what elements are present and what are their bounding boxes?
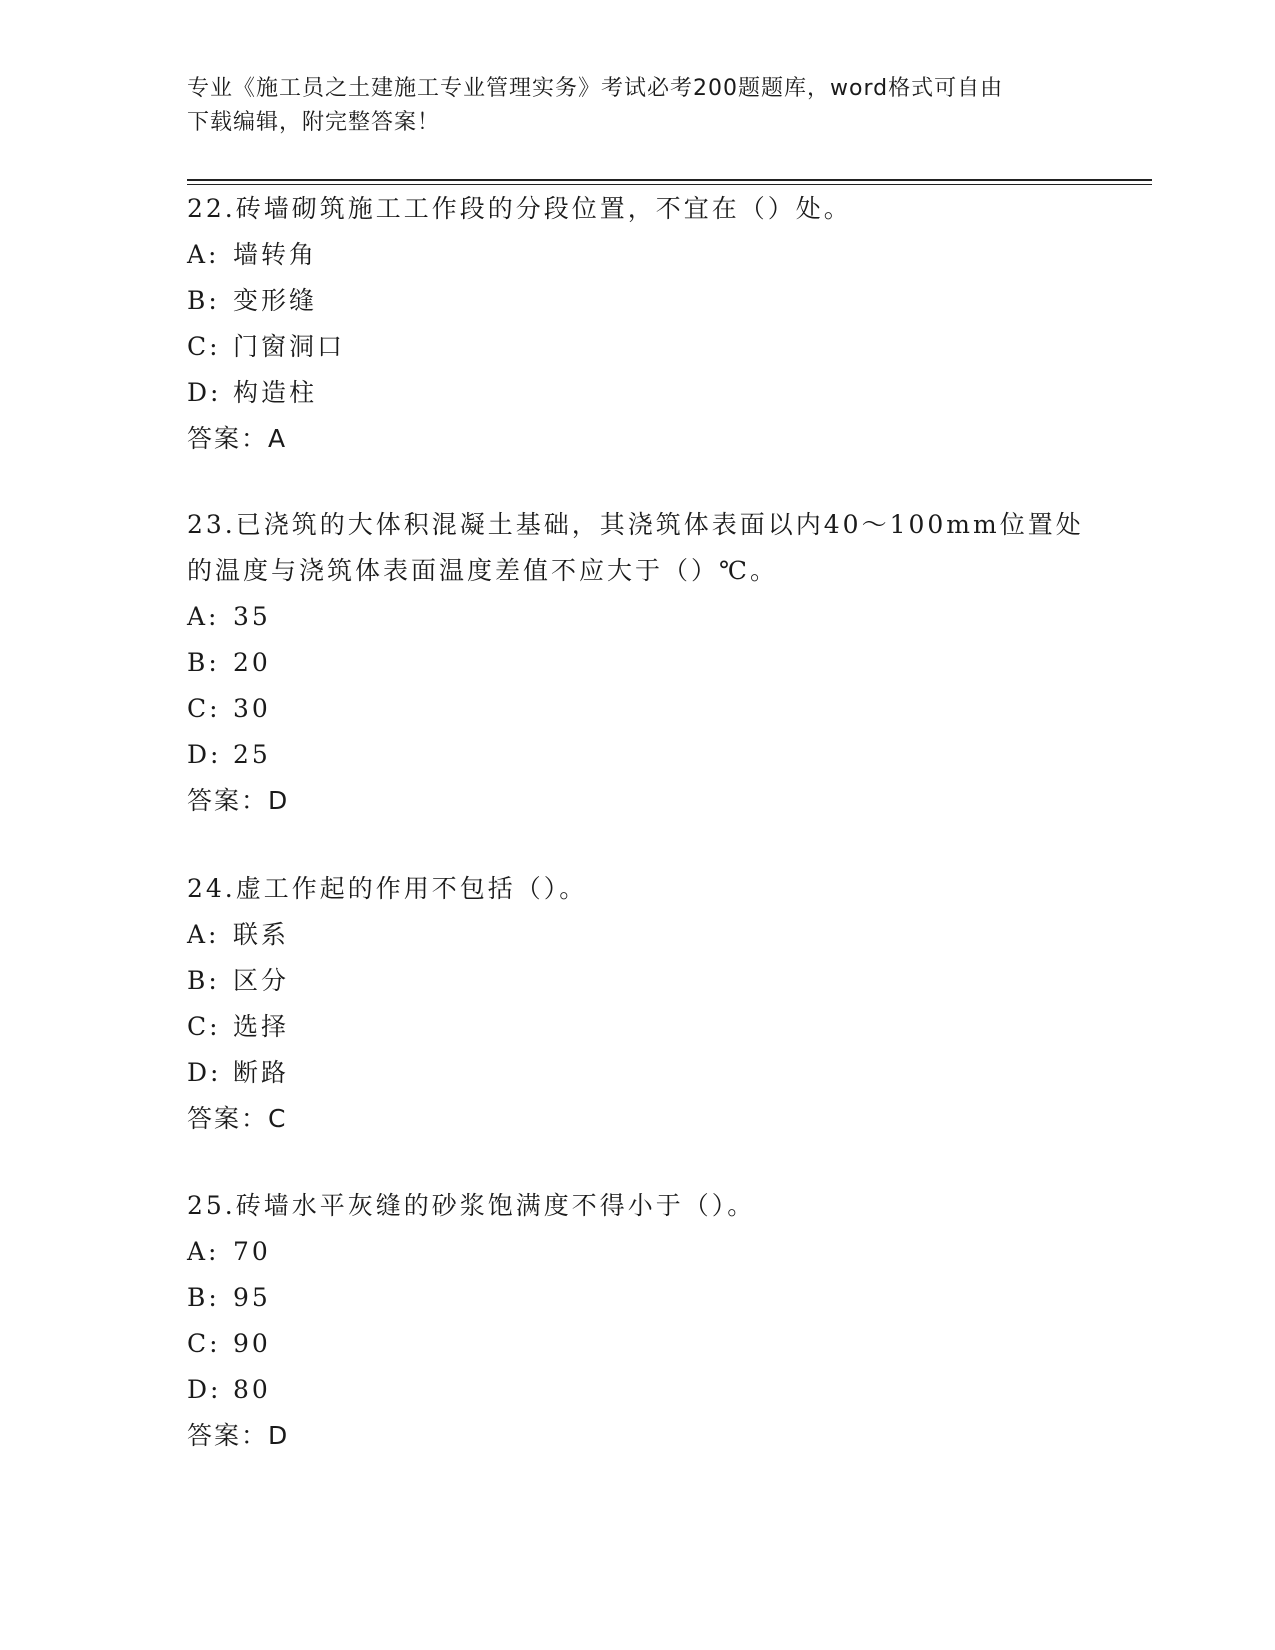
option-b: B: 95: [187, 1283, 271, 1312]
header-divider-thin: [187, 184, 1152, 185]
question-23: [187, 502, 1107, 824]
question-text: 23.已浇筑的大体积混凝土基础，其浇筑体表面以内40～100mm位置处: [187, 510, 1084, 539]
option-c: C: 30: [187, 694, 271, 723]
question-24: [187, 866, 1107, 1142]
answer-label: 答案：C: [187, 1104, 288, 1133]
header-line-1: 专业《施工员之土建施工专业管理实务》考试必考200题题库，word格式可自由: [187, 76, 1004, 101]
option-d: D: 构造柱: [187, 378, 318, 407]
answer-label: 答案：A: [187, 424, 288, 453]
question-text-continued: 的温度与浇筑体表面温度差值不应大于（）℃。: [187, 556, 778, 585]
header-line-2: 下载编辑，附完整答案！: [187, 110, 441, 135]
question-22: [187, 186, 1107, 462]
option-a: A: 联系: [187, 920, 290, 949]
option-c: C: 门窗洞口: [187, 332, 346, 361]
header-divider-thick: [187, 179, 1152, 181]
question-text: 25.砖墙水平灰缝的砂浆饱满度不得小于（）。: [187, 1191, 756, 1220]
option-d: D: 25: [187, 740, 271, 769]
answer-label: 答案：D: [187, 786, 290, 815]
option-b: B: 20: [187, 648, 271, 677]
option-c: C: 选择: [187, 1012, 290, 1041]
option-a: A: 墙转角: [187, 240, 318, 269]
option-a: A: 35: [187, 602, 271, 631]
question-25: [187, 1183, 1107, 1459]
option-d: D: 断路: [187, 1058, 290, 1087]
option-d: D: 80: [187, 1375, 271, 1404]
option-b: B: 区分: [187, 966, 290, 995]
question-text: 22.砖墙砌筑施工工作段的分段位置，不宜在（）处。: [187, 194, 852, 223]
option-b: B: 变形缝: [187, 286, 318, 315]
answer-label: 答案：D: [187, 1421, 290, 1450]
document-header: [187, 72, 1087, 140]
question-text: 24.虚工作起的作用不包括（）。: [187, 874, 588, 903]
option-c: C: 90: [187, 1329, 271, 1358]
option-a: A: 70: [187, 1237, 271, 1266]
